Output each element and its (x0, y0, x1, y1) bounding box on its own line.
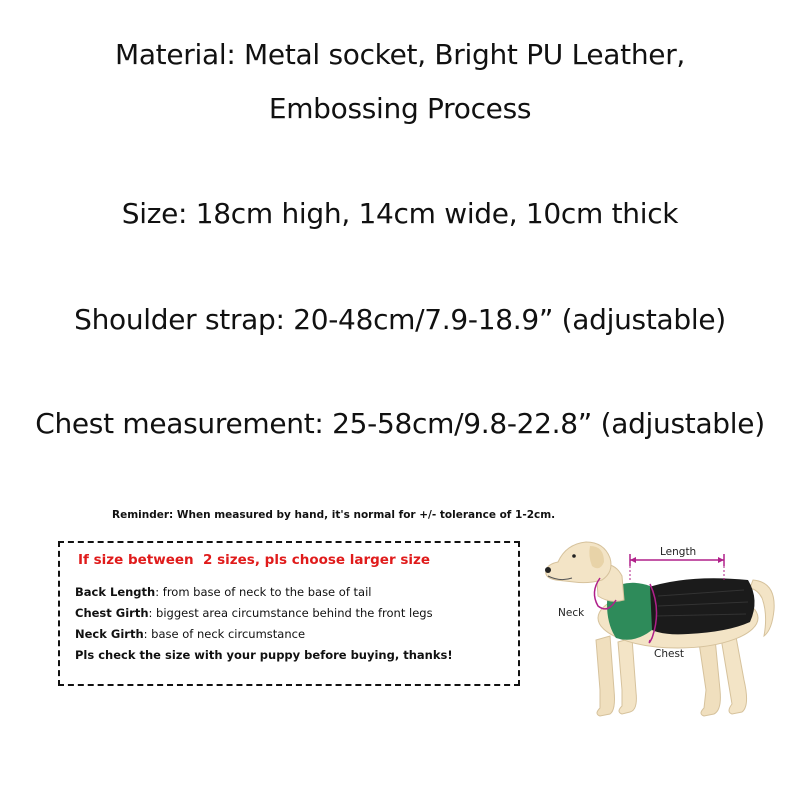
measurement-reminder: Reminder: When measured by hand, it's normal for +/- tolerance of 1-2cm. (112, 509, 556, 521)
dog-eye (572, 554, 576, 558)
neck-girth-row (75, 626, 305, 642)
neck-girth-text: : base of neck circumstance (143, 627, 306, 641)
back-length-row (75, 584, 371, 600)
chest-spec: Chest measurement: 25-58cm/9.8-22.8” (adjustable) (35, 407, 765, 440)
size-guide-title: If size between 2 sizes, pls choose larger size (78, 552, 431, 568)
shoulder-strap-spec: Shoulder strap: 20-48cm/7.9-18.9” (adjustable) (74, 303, 726, 336)
neck-girth-label: Neck Girth (75, 627, 144, 641)
chest-girth-label: Chest Girth (75, 606, 149, 620)
chest-girth-text: : biggest area circumstance behind the front legs (148, 606, 433, 620)
material-line-2: Embossing Process (268, 92, 532, 125)
check-size-note-text: Pls check the size with your puppy before buying, thanks! (75, 648, 453, 662)
dog-front-leg-right (618, 638, 636, 714)
dog-nose (545, 567, 551, 573)
size-guide-box (58, 541, 520, 686)
chest-label: Chest (654, 648, 685, 660)
check-size-note (75, 647, 453, 663)
length-label: Length (660, 546, 697, 558)
back-length-text: : from base of neck to the base of tail (155, 585, 372, 599)
size-spec: Size: 18cm high, 14cm wide, 10cm thick (121, 197, 679, 230)
dog-front-leg-left (596, 636, 615, 716)
chest-girth-row (75, 605, 433, 621)
material-line-1: Material: Metal socket, Bright PU Leather, (114, 38, 686, 71)
back-length-label: Back Length (75, 585, 156, 599)
neck-label: Neck (558, 607, 585, 619)
dog-measurement-diagram (538, 540, 788, 725)
dog-measurement-svg (538, 540, 788, 725)
